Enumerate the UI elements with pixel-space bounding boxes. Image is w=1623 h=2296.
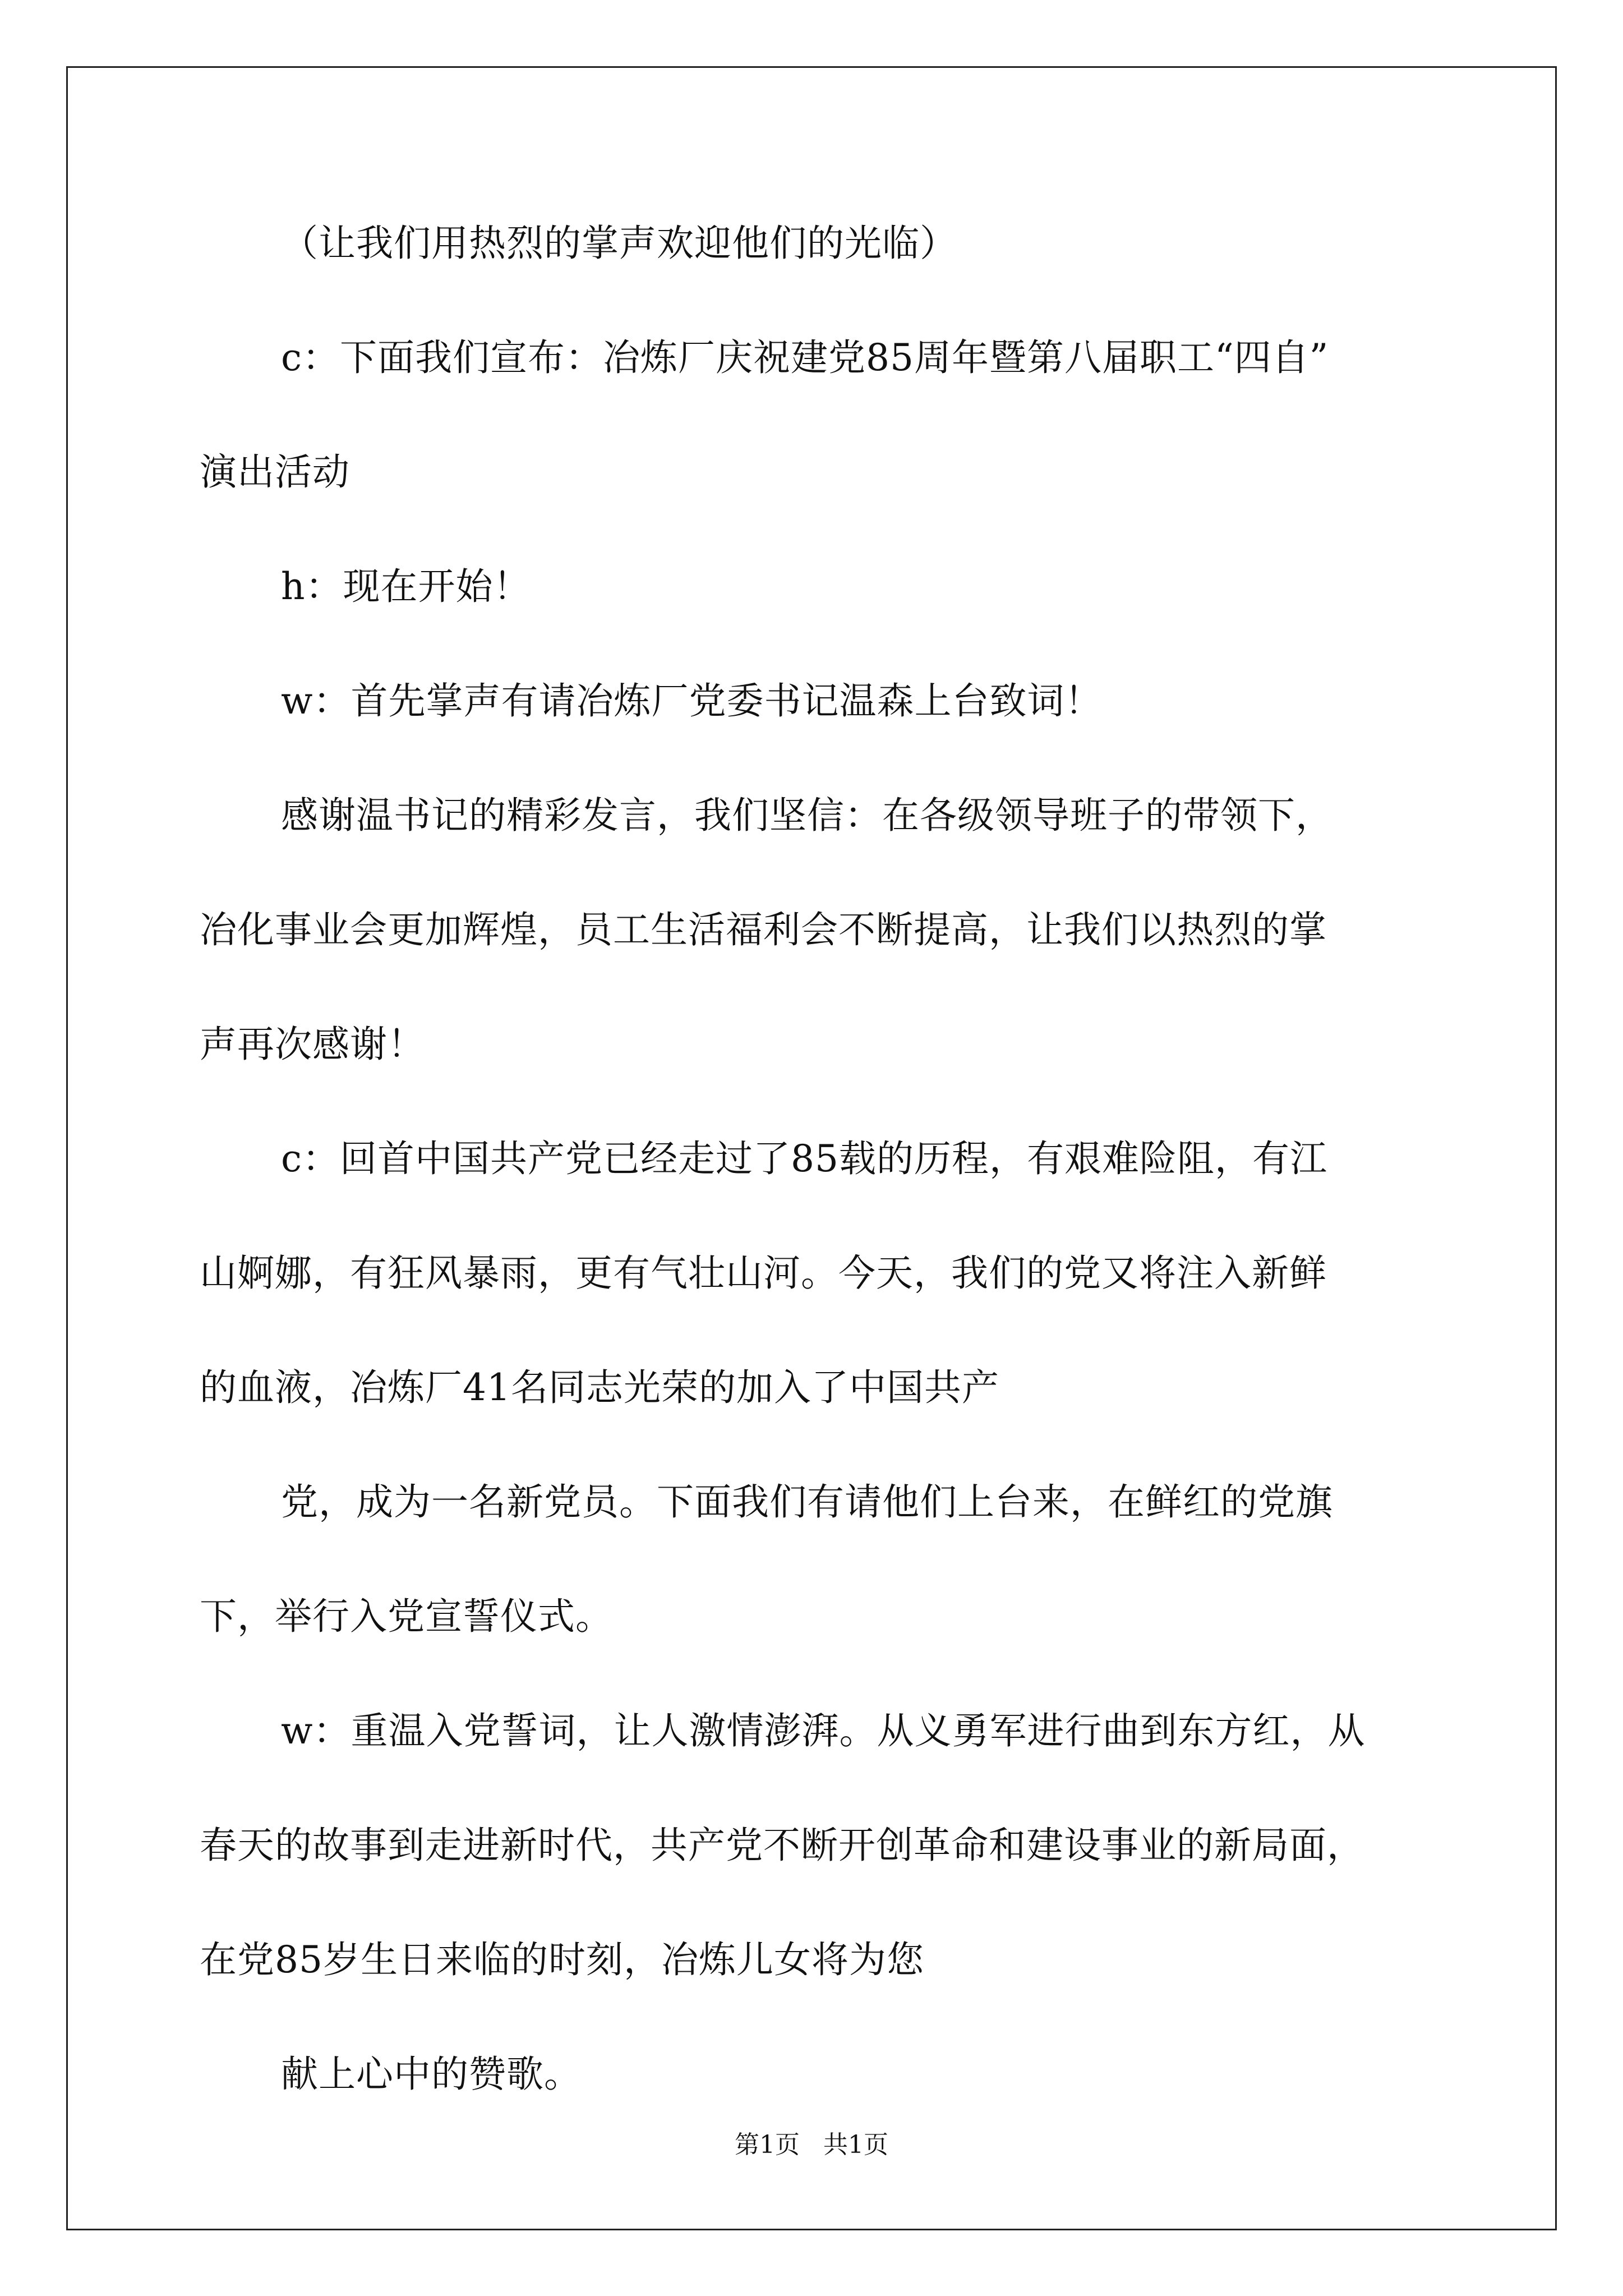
line-7: 冶化事业会更加辉煌，员工生活福利会不断提高，让我们以热烈的掌 <box>200 908 1327 951</box>
line-17: 献上心中的赞歌。 <box>281 2053 582 2096</box>
line-12: 党，成为一名新党员。下面我们有请他们上台来，在鲜红的党旗 <box>281 1480 1333 1524</box>
line-13: 下，举行入党宣誓仪式。 <box>200 1595 613 1638</box>
line-1: （让我们用热烈的掌声欢迎他们的光临） <box>281 222 957 265</box>
line-3: 演出活动 <box>200 450 350 494</box>
page-footer <box>0 2128 1623 2162</box>
line-14: w：重温入党誓词，让人激情澎湃。从义勇军进行曲到东方红，从 <box>281 1709 1366 1752</box>
line-2: c：下面我们宣布：冶炼厂庆祝建党85周年暨第八届职工“四自” <box>281 336 1329 379</box>
page-number: 第1页 <box>735 2131 800 2159</box>
line-15: 春天的故事到走进新时代，共产党不断开创革命和建设事业的新局面， <box>200 1824 1364 1867</box>
page-total: 共1页 <box>823 2131 888 2159</box>
line-10: 山婀娜，有狂风暴雨，更有气壮山河。今天，我们的党又将注入新鲜 <box>200 1251 1327 1295</box>
line-11: 的血液，冶炼厂41名同志光荣的加入了中国共产 <box>200 1366 999 1409</box>
line-6: 感谢温书记的精彩发言，我们坚信：在各级领导班子的带领下， <box>281 794 1333 837</box>
line-16: 在党85岁生日来临的时刻，冶炼儿女将为您 <box>200 1938 924 1981</box>
line-4: h：现在开始！ <box>281 565 531 608</box>
line-9: c：回首中国共产党已经走过了85载的历程，有艰难险阻，有江 <box>281 1137 1327 1180</box>
line-5: w：首先掌声有请冶炼厂党委书记温森上台致词！ <box>281 679 1103 723</box>
line-8: 声再次感谢！ <box>200 1023 425 1066</box>
document-body <box>200 213 1428 2159</box>
